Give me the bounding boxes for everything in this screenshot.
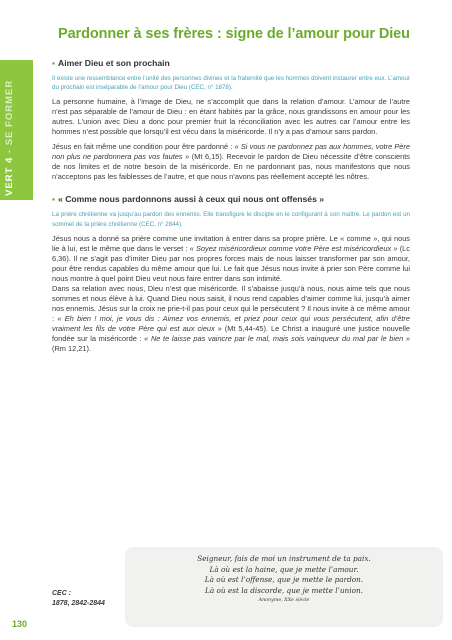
section-aimer-dieu [52,58,410,182]
section-heading-text: Aimer Dieu et son prochain [58,58,170,68]
paragraph: La personne humaine, à l’image de Dieu, ne s’accomplit que dans la relation d’amour. L’amour de l’autre n’est pas séparable de l’amour de Dieu : en étant habités par la grâce, nous grandissons en amour pour les autres. L’union avec Dieu a donc pour premier fruit la réconciliation avec les autres car l’amour entre les hommes n’est possible que lorsqu’il est vécu dans la miséricorde. Il n’y a pas d’amour sans pardon. [52,97,410,137]
prayer-line: Là où est l’offense, que je mette le pardon. [204,575,364,585]
prayer-line: Là où est la discorde, que je mette l’union. [204,585,364,595]
cec-reference [52,589,105,609]
prayer-line: Seigneur, fais de moi un instrument de ta paix. [197,554,371,563]
paragraph: Jésus nous a donné sa prière comme une invitation à entrer dans sa propre prière. Le « comme », qui nous lie à lui, est le même que dans le verset : « Soyez miséricordieux comme votre Père est miséricordieux » (Lc 6,36). Il ne s’agit pas d’imiter Dieu par nos propres forces mais de nous laisser transformer par son amour, pour être rendus capables du même amour que lui. Le fait que Jésus nous invite à prier son Père comme lui nous montre à quel point Dieu veut nous faire entrer dans son intimité. [52,233,410,283]
side-tab-label [4,64,15,196]
page-title: Pardonner à ses frères : signe de l’amour pour Dieu [58,26,410,42]
prayer-line: Là où est la haine, que je mette l’amour. [209,564,359,574]
side-tab-separator: - [4,145,15,157]
scripture-quote: « Eh bien ! moi, je vous dis : Aimez vos ennemis, et priez pour ceux qui vous persécutent, afin d’être vraiment les fils de votre Père qui est aux cieux » [52,313,410,333]
bullet-icon: ▪ [52,58,56,68]
cec-quote: Il existe une ressemblance entre l’unité des personnes divines et la fraternité que les hommes doivent instaurer entre eux. L’amour du prochain est inséparable de l’amour pour Dieu (CEC, n° 1878). [52,75,410,92]
prayer-author: Anonyme, XXe siècle [258,598,310,604]
side-tab-section: SE FORMER [4,79,15,146]
paragraph: Dans sa relation avec nous, Dieu n’est que miséricorde. Il s’abaisse jusqu’à nous, nous aime tels que nous sommes et nous élève à lui. Quand Dieu nous saisit, il nous rend capables d’aimer comme lui, jusqu’à aimer nos ennemis. Jésus sur la croix ne prie-t-il pas pour ceux qui le persécutent ? Il nous invite à ce même amour : « Eh bien ! moi, je vous dis : Aimez vos ennemis, et priez pour ceux qui vous persécutent, afin d’être vraiment les fils de votre Père qui est aux cieux » (Mt 5,44-45). Le Christ a inauguré une justice nouvelle fondée sur la miséricorde : « Ne te laisse pas vaincre par le mal, mais sois vainqueur du mal par le bien » (Rm 12,21). [52,283,410,353]
side-tab-vert: VERT 4 [4,156,15,196]
cec-reference-numbers: 1878, 2842-2844 [52,600,105,607]
section-comme-nous-pardonnons [52,194,410,353]
section-heading [52,194,410,204]
paragraph: Jésus en fait même une condition pour être pardonné : « Si vous ne pardonnez pas aux hommes, votre Père non plus ne pardonnera pas vos fautes » (Mt 6,15). Recevoir le pardon de Dieu nécessite d’être conscients de nos limites et de notre besoin de la miséricorde. En ne pardonnant pas, nous manifestons que nous n’acceptons pas les faiblesses de l’autre, et que nous n’avons pas réellement accepté les nôtres. [52,142,410,182]
cec-quote: La prière chrétienne va jusqu’au pardon des ennemis. Elle transfigure le disciple en le configurant à son maître. Le pardon est un sommet de la prière chrétienne (CEC, n° 2844). [52,211,410,228]
page-number: 130 [12,619,28,629]
cec-reference-label: CEC : [52,590,72,597]
section-heading [52,58,410,68]
prayer-box [125,547,443,627]
scripture-quote: « Ne te laisse pas vaincre par le mal, mais sois vainqueur du mal par le bien » [144,333,410,343]
bullet-icon: ▪ [52,194,56,205]
section-heading-text: « Comme nous pardonnons aussi à ceux qui nous ont offensés » [58,194,325,205]
main-content [52,26,410,354]
scripture-quote: « Si vous ne pardonnez pas aux hommes, votre Père non plus ne pardonnera pas vos fautes » [52,142,410,162]
scripture-quote: « Soyez miséricordieux comme votre Père est miséricordieux » [189,243,398,253]
